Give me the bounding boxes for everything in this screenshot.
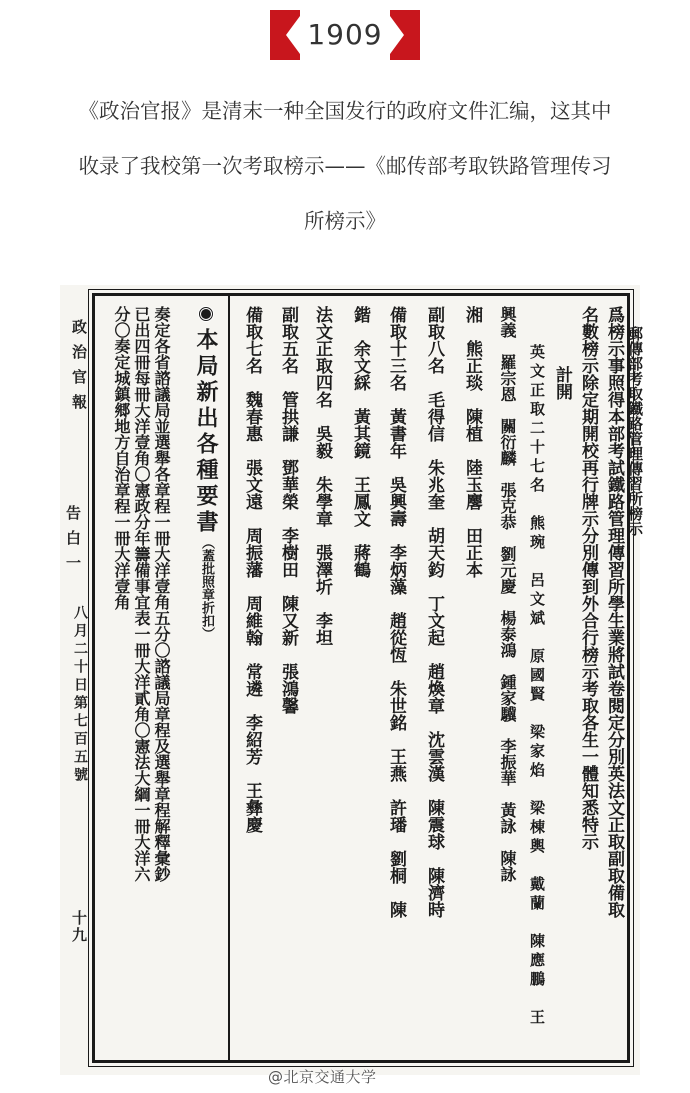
bracket-right-decoration — [390, 10, 420, 60]
gazette-section: 告白一 — [64, 505, 82, 580]
year-label: 1909 — [307, 18, 383, 51]
ad-column-2: 已出四冊每冊大洋壹角〇憲政分年籌備事宜表一冊大洋貳角〇憲法大綱一冊大洋六 — [132, 306, 151, 882]
gazette-issue-date: 八月二十日第七百五號 — [72, 605, 88, 785]
list-column-deputy-french: 副取五名 管拱謙 鄧華榮 李樹田 陳又新 張鴻馨 — [278, 306, 298, 714]
bracket-left-decoration — [270, 10, 300, 60]
intro-line-3: 所榜示》 — [304, 209, 386, 233]
intro-line-2: 收录了我校第一次考取榜示——《邮传部考取铁路管理传习 — [78, 154, 612, 178]
ad-column-1: 分〇奏定城鎮郷地方自治章程一冊大洋壹角 — [112, 306, 131, 610]
list-column-reserve: 備取七名 魏春惠 張文遠 周振藩 周維翰 常遴 李紹芳 王彝慶 — [242, 306, 262, 833]
list-column-english-cont-2: 興義 羅宗恩 關衍麟 張克恭 劉元慶 楊泰鴻 鍾家驥 李振華 黃詠 陳詠 — [498, 306, 517, 882]
notice-title: 郵傳部考取鐵路管理傳習所榜示 — [626, 326, 644, 536]
ad-heading-note: （蓋批照章折扣） — [199, 536, 214, 640]
list-column-reserve-english: 備取十三名 黃書年 吳興壽 李炳藻 趙從恆 朱世銘 王燕 許璠 劉桐 陳 — [386, 306, 406, 918]
notice-line-2: 名數榜示除定期開校再行牌示分別傳到外合行榜示考取各生一體知悉特示 — [578, 306, 598, 850]
notice-line-1: 爲榜示事照得本部考試鐵路管理傳習所學生業將試卷閱定分別英法文正取副取備取 — [604, 306, 624, 918]
ad-heading-text: 本局新出各種要書 — [193, 328, 219, 536]
list-column-continued: 鍇 余文綵 黃其鏡 王鳳文 蔣鶴 — [350, 306, 370, 578]
column-divider — [228, 296, 230, 1060]
document-frame — [92, 293, 644, 1063]
gazette-page-number: 十九 — [70, 910, 88, 944]
year-badge — [270, 10, 420, 60]
watermark: @北京交通大学 — [268, 1068, 377, 1086]
ad-heading — [195, 306, 217, 1046]
ad-column-3: 奏定各省諮議局並選舉各章程一冊大洋壹角五分〇諮議局章程及選舉章程解釋彙鈔 — [152, 306, 171, 882]
intro-line-1: 《政治官报》是清末一种全国发行的政府文件汇编，这其中 — [78, 99, 612, 123]
scanned-gazette-page — [60, 285, 644, 1075]
gazette-title: 政治官報 — [70, 319, 88, 419]
bullet-icon — [198, 306, 214, 322]
list-column-french-main: 法文正取四名 吳毅 朱學章 張澤圻 李坦 — [312, 306, 332, 646]
list-column-deputy-english: 副取八名 毛得信 朱兆奎 胡天鈞 丁文起 趙煥章 沈雲漢 陳震球 陳濟時 — [424, 306, 444, 918]
list-heading: 計開 — [552, 366, 572, 400]
intro-caption — [30, 84, 660, 249]
list-column-english-main: 英文正取二十七名 熊琬 呂文斌 原國賢 梁家焰 梁棟輿 戴蘭 陳應鵬 王 — [528, 344, 546, 1028]
list-column-english-cont: 湘 熊正琰 陳植 陸玉麐 田正本 — [462, 306, 482, 578]
